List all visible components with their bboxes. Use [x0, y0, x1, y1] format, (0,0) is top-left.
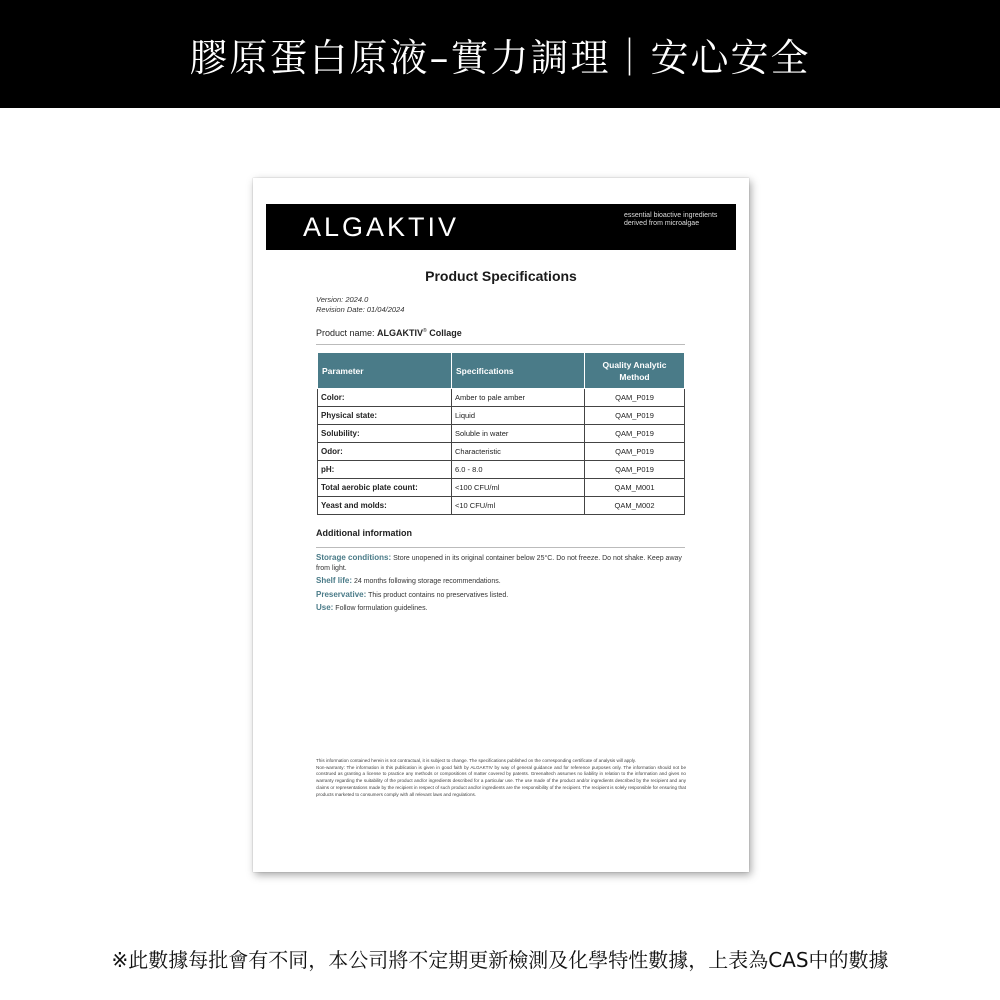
table-row: [318, 497, 685, 515]
table-row: [318, 389, 685, 407]
additional-info: [316, 553, 686, 617]
use-label: Use:: [316, 603, 334, 613]
divider: [316, 344, 685, 345]
method-cell: QAM_P019: [585, 443, 685, 461]
header-method: Quality Analytic Method: [585, 353, 685, 389]
parameter-cell: Solubility:: [318, 425, 452, 443]
brand-logo: ALGAKTIV: [303, 212, 460, 242]
parameter-cell: Yeast and molds:: [318, 497, 452, 515]
spec-document: [253, 178, 749, 872]
disclaimer-paragraph: Non-warranty: The information in this publication is given in good faith by ALGAKTIV by way of general guidance and for reference purposes only. The information should not be construed as granting a license to practice any methods or compositions of matter covered by patents. Greenaltech assumes no liability in relation to the information and gives no warranty regarding the suitability of the product and/or ingredients described for a particular use. The use made of the product and/or ingredients described by the recipient and any claims or representations made by the recipient in respect of such product and/or ingredients are the responsibility of the recipient. The recipient is solely responsible for ensuring that products marketed to consumers comply with all relevant laws and regulations.: [316, 764, 686, 797]
method-cell: QAM_P019: [585, 407, 685, 425]
preservative-label: Preservative:: [316, 589, 367, 599]
additional-info-heading: Additional information: [316, 528, 412, 538]
parameter-cell: Physical state:: [318, 407, 452, 425]
specification-cell: Liquid: [452, 407, 585, 425]
specification-cell: Soluble in water: [452, 425, 585, 443]
product-name: ALGAKTIV: [377, 328, 424, 338]
preservative: [316, 590, 686, 601]
shelf-text: 24 months following storage recommendations.: [353, 578, 501, 586]
disclaimer-paragraph: This information contained herein is not contractual, it is subject to change. The specifications published on the corresponding certificate of analysis will apply.: [316, 758, 637, 763]
disclaimer: [316, 758, 686, 798]
preservative-text: This product contains no preservatives listed.: [368, 591, 509, 599]
table-row: [318, 479, 685, 497]
specification-cell: Characteristic: [452, 443, 585, 461]
method-cell: QAM_P019: [585, 461, 685, 479]
document-header: [266, 204, 736, 250]
specification-cell: <10 CFU/ml: [452, 497, 585, 515]
table-row: [318, 425, 685, 443]
use: [316, 603, 686, 614]
table-header-row: [318, 353, 685, 389]
footnote: ※此數據每批會有不同，本公司將不定期更新檢測及化學特性數據，上表為CAS中的數據: [111, 948, 889, 972]
divider: [316, 547, 685, 548]
parameter-cell: Total aerobic plate count:: [318, 479, 452, 497]
top-banner: [0, 0, 1000, 108]
product-name-suffix: Collage: [429, 328, 462, 338]
version: Version: 2024.0: [316, 295, 369, 304]
specification-cell: Amber to pale amber: [452, 389, 585, 407]
table-row: [318, 443, 685, 461]
method-cell: QAM_M001: [585, 479, 685, 497]
parameter-cell: Color:: [318, 389, 452, 407]
specification-cell: <100 CFU/ml: [452, 479, 585, 497]
product-name-label: Product name:: [316, 328, 375, 338]
document-title: Product Specifications: [425, 268, 577, 284]
method-cell: QAM_P019: [585, 389, 685, 407]
banner-title: 膠原蛋白原液–實力調理｜安心安全: [189, 35, 811, 80]
table-row: [318, 407, 685, 425]
revision-date: Revision Date: 01/04/2024: [316, 305, 405, 314]
registered-mark: ®: [423, 328, 427, 334]
product-name-line: [316, 328, 462, 338]
specification-cell: 6.0 - 8.0: [452, 461, 585, 479]
parameter-cell: Odor:: [318, 443, 452, 461]
spec-table: [317, 352, 685, 515]
use-text: Follow formulation guidelines.: [335, 605, 428, 613]
shelf-life: [316, 576, 686, 587]
storage-text: Store unopened in its original container below 25°C. Do not freeze. Do not shake. Keep away from light.: [316, 555, 682, 572]
document-meta: [316, 295, 404, 315]
header-parameter: Parameter: [318, 353, 452, 389]
method-cell: QAM_M002: [585, 497, 685, 515]
shelf-label: Shelf life:: [316, 576, 353, 586]
storage-label: Storage conditions:: [316, 553, 392, 562]
storage-conditions: [316, 553, 686, 573]
method-cell: QAM_P019: [585, 425, 685, 443]
header-specifications: Specifications: [452, 353, 585, 389]
table-row: [318, 461, 685, 479]
brand-tagline: essential bioactive ingredients derived from microalgae: [624, 212, 718, 227]
parameter-cell: pH:: [318, 461, 452, 479]
